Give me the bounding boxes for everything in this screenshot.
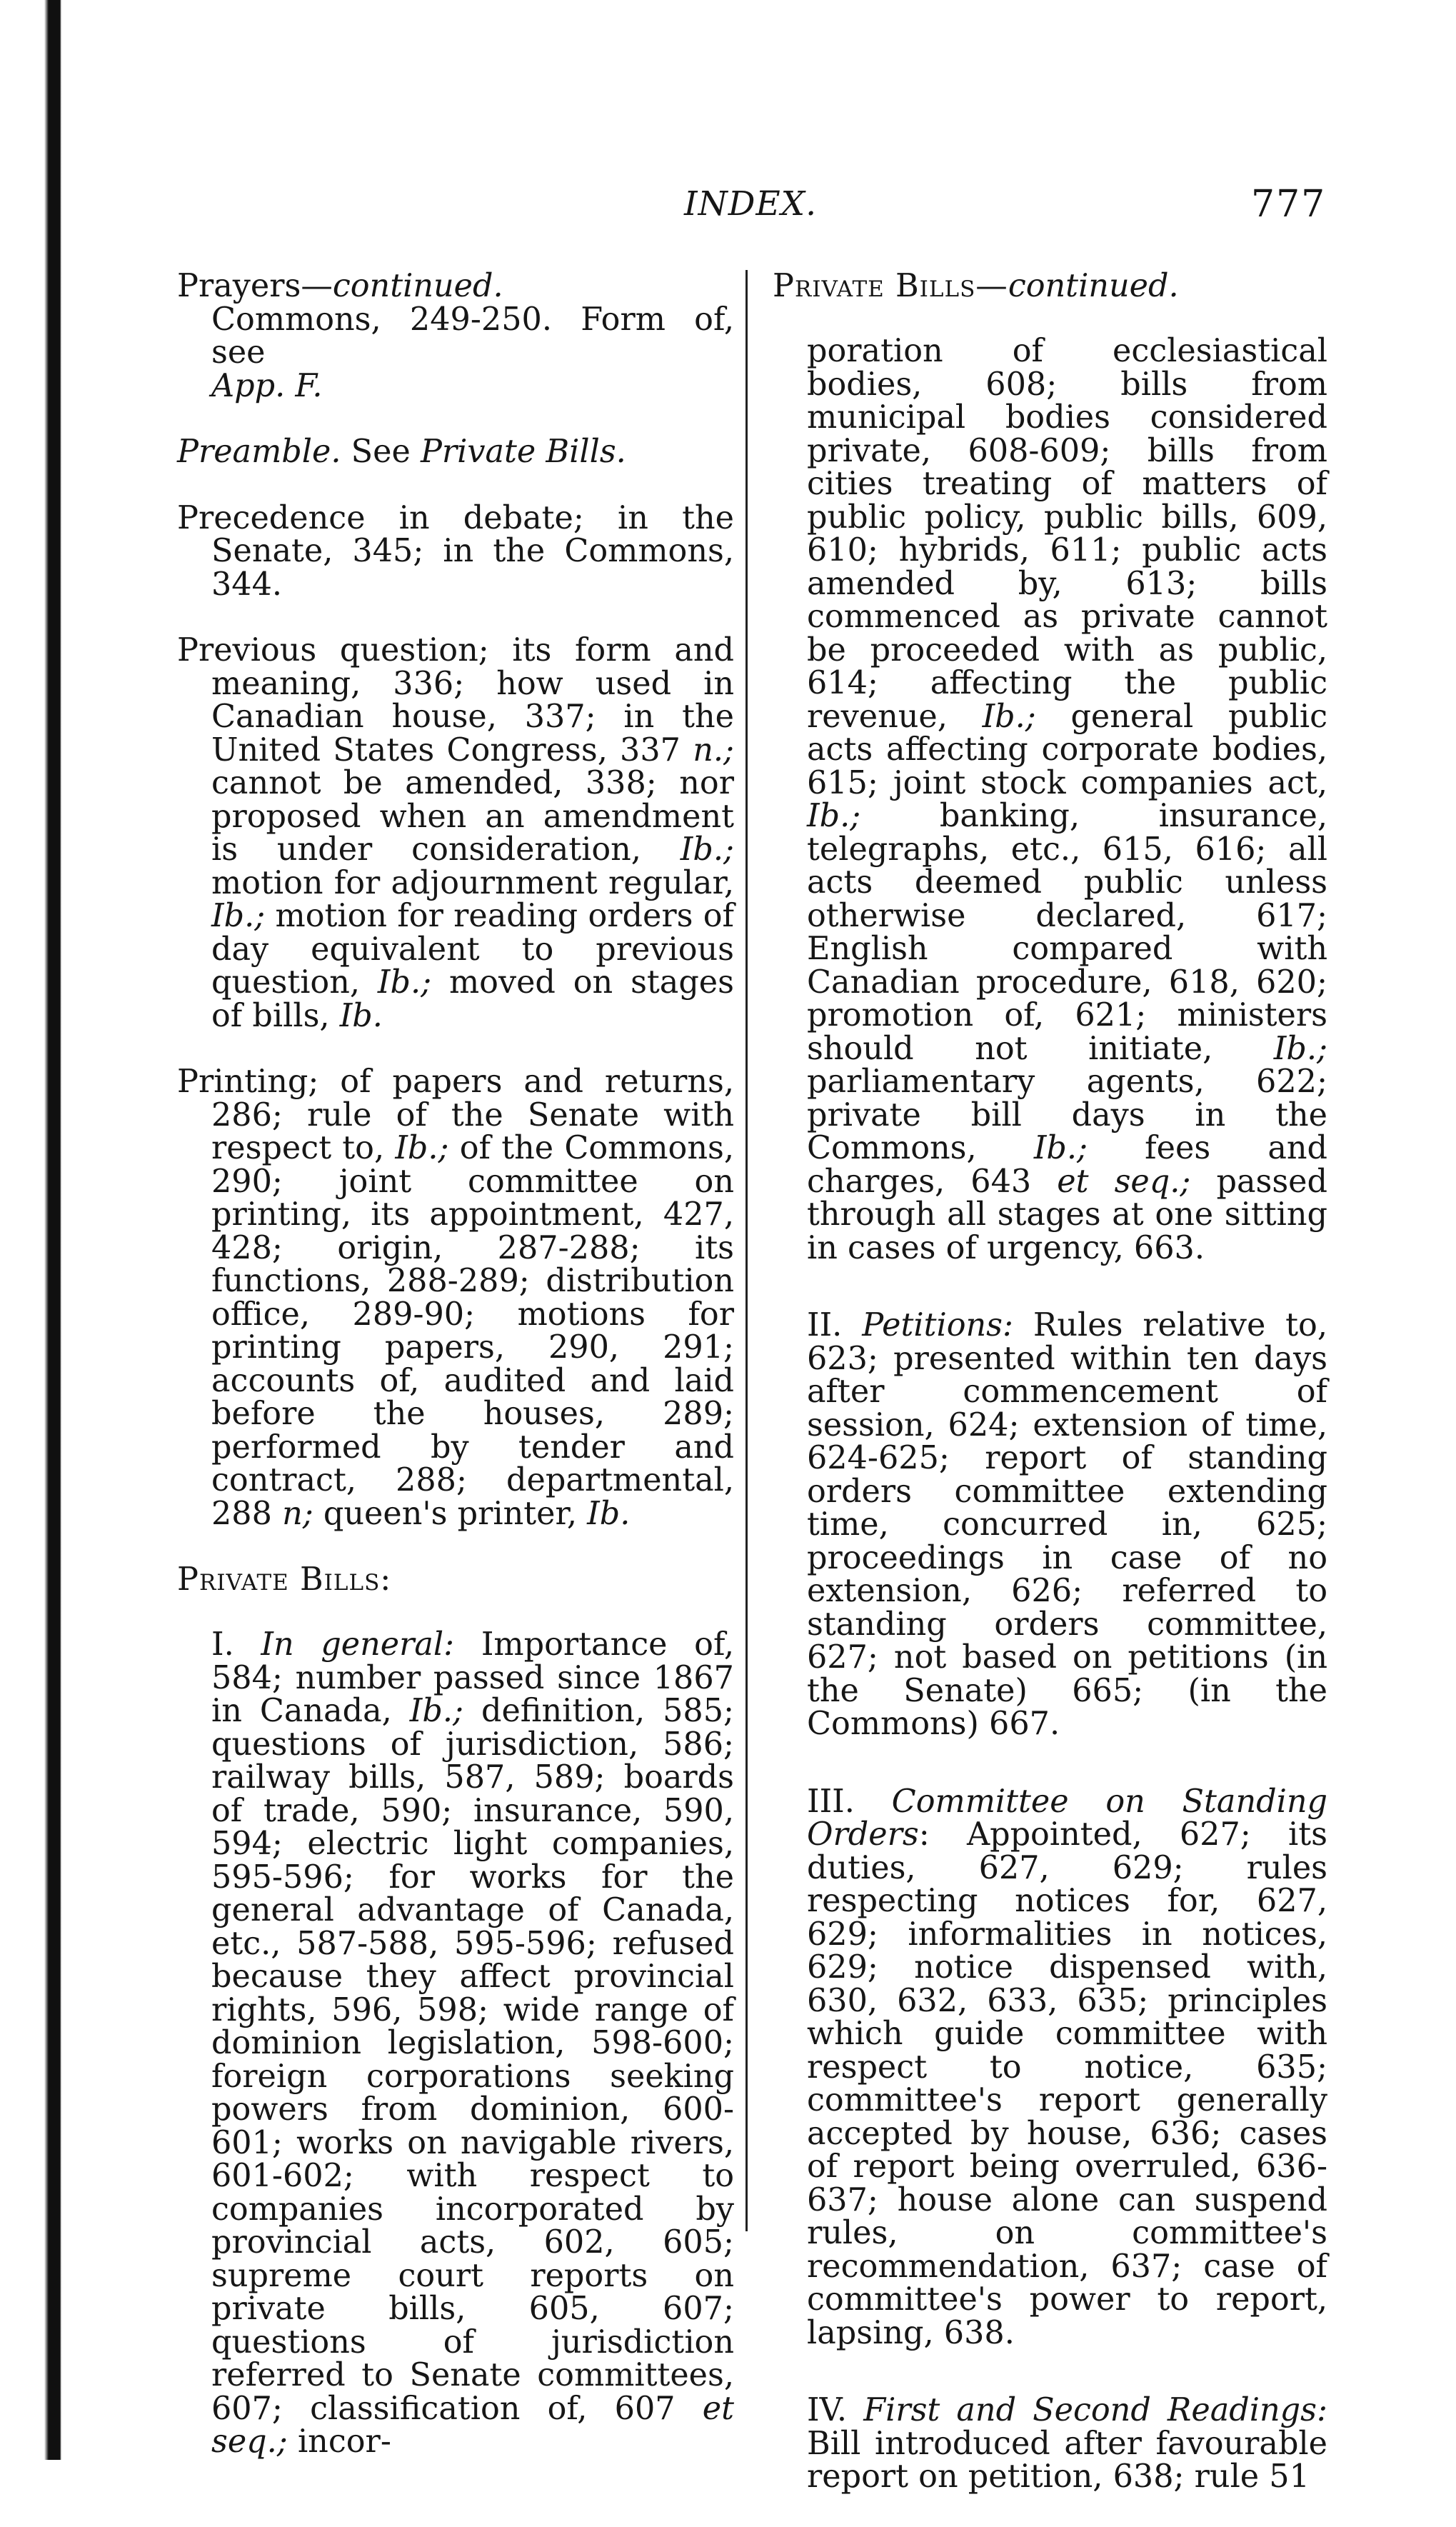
entry-private-bills-heading (177, 1563, 734, 1597)
private-bills-petitions (773, 1309, 1327, 1741)
preamble-cross-ref: Private Bills. (420, 434, 626, 470)
entry-precedence (177, 499, 734, 603)
private-bills-heading: Private Bills: (177, 1561, 392, 1598)
prayers-appendix-ref: App. F. (211, 367, 323, 404)
prayers-continued: continued. (332, 268, 503, 304)
preamble-line (177, 436, 734, 469)
private-bills-term: Private Bills— (773, 268, 1008, 304)
entry-preamble (177, 436, 734, 469)
entry-prayers (177, 270, 734, 403)
printing-text: Printing; of papers and returns, 286; rule of the Senate with respect to, Ib.; of the Commons, 290; joint committee on printing, its appointment, 427, 428; origin, 287-288; its functions, 288-289; distribution office, 289-90; motions for printing papers, 290, 291; accounts of, audited and laid before the houses, 289; performed by tender and contract, 288; departmental, 288 n; queen's printer, Ib. (177, 1064, 734, 1532)
left-column (177, 270, 734, 2492)
private-bills-continued: continued. (1008, 268, 1179, 304)
prayers-term: Prayers— (177, 268, 333, 304)
previous-question-text: Previous question; its form and meaning, 336; how used in Canadian house, 337; in the United States Congress, 337 n.; cannot be amended, 338; nor proposed when an amendment is under consideration, Ib.; motion for adjournment regular, Ib.; motion for reading orders of day equivalent to previous question, Ib.; moved on stages of bills, Ib. (177, 632, 734, 1034)
committee-text: III. Committee on Standing Orders: Appointed, 627; its duties, 627, 629; rules respecting notices for, 627, 629; informalities in notices, 629; notice dispensed with, 630, 632, 633, 635; principles which guide committee with respect to notice, 635; committee's report generally accepted by house, 636; cases of report being overruled, 636-637; house alone can suspend rules, on committee's recommendation, 637; case of committee's power to report, lapsing, 638. (807, 1783, 1327, 2351)
readings-text: IV. First and Second Readings: Bill introduced after favourable report on petition, 638; rule 51 (807, 2392, 1327, 2495)
private-bills-continuation (773, 335, 1327, 1265)
prayers-heading (177, 270, 734, 304)
prayers-text (177, 301, 734, 404)
continuation-text: poration of ecclesiastical bodies, 608; bills from municipal bodies considered private, 608-609; bills from cities treating of matters of public policy, public bills, 609, 610; hybrids, 611; public acts amended by, 613; bills commenced as private cannot be proceeded with as public, 614; affecting the public revenue, Ib.; general public acts affecting corporate bodies, 615; joint stock companies act, Ib.; banking, insurance, telegraphs, etc., 615, 616; all acts deemed public unless otherwise declared, 617; English compared with Canadian procedure, 618, 620; promotion of, 621; ministers should not initiate, Ib.; parliamentary agents, 622; private bill days in the Commons, Ib.; fees and charges, 643 et seq.; passed through all stages at one sitting in cases of urgency, 663. (807, 333, 1327, 1266)
column-divider (745, 270, 748, 2231)
preamble-see: See (341, 434, 421, 470)
in-general-text: I. In general: Importance of, 584; number passed since 1867 in Canada, Ib.; definition, 585; questions of jurisdiction, 586; railway bills, 587, 589; boards of trade, 590; insurance, 590, 594; electric light companies, 595-596; for works for the general advantage of Canada, etc., 587-588, 595-596; refused because they affect provincial rights, 596, 598; wide range of dominion legislation, 598-600; foreign corporations seeking powers from dominion, 600-601; works on navigable rivers, 601-602; with respect to companies incorporated by provincial acts, 602, 605; supreme court reports on private bills, 605, 607; questions of jurisdiction referred to Senate committees, 607; classification of, 607 et seq.; incor- (211, 1626, 734, 2460)
petitions-text: II. Petitions: Rules relative to, 623; presented within ten days after commencement of session, 624; extension of time, 624-625; report of standing orders committee extending time, concurred in, 625; proceedings in case of no extension, 626; referred to standing orders committee, 627; not based on petitions (in the Senate) 665; (in the Commons) 667. (807, 1307, 1327, 1742)
book-spine-edge (0, 0, 61, 2460)
entry-printing (177, 1066, 734, 1531)
precedence-text: Precedence in debate; in the Senate, 345; in the Commons, 344. (177, 499, 734, 603)
page-number: 777 (1251, 183, 1327, 226)
private-bills-continued-heading (773, 270, 1327, 304)
private-bills-readings (773, 2394, 1327, 2494)
private-bills-committee (773, 1783, 1327, 2351)
right-column (773, 270, 1327, 2527)
entry-previous-question (177, 634, 734, 1033)
private-bills-in-general (177, 1628, 734, 2459)
running-header-title: INDEX. (684, 184, 818, 224)
preamble-term: Preamble. (177, 434, 341, 470)
prayers-text-body: Commons, 249-250. Form of, see (211, 301, 734, 371)
